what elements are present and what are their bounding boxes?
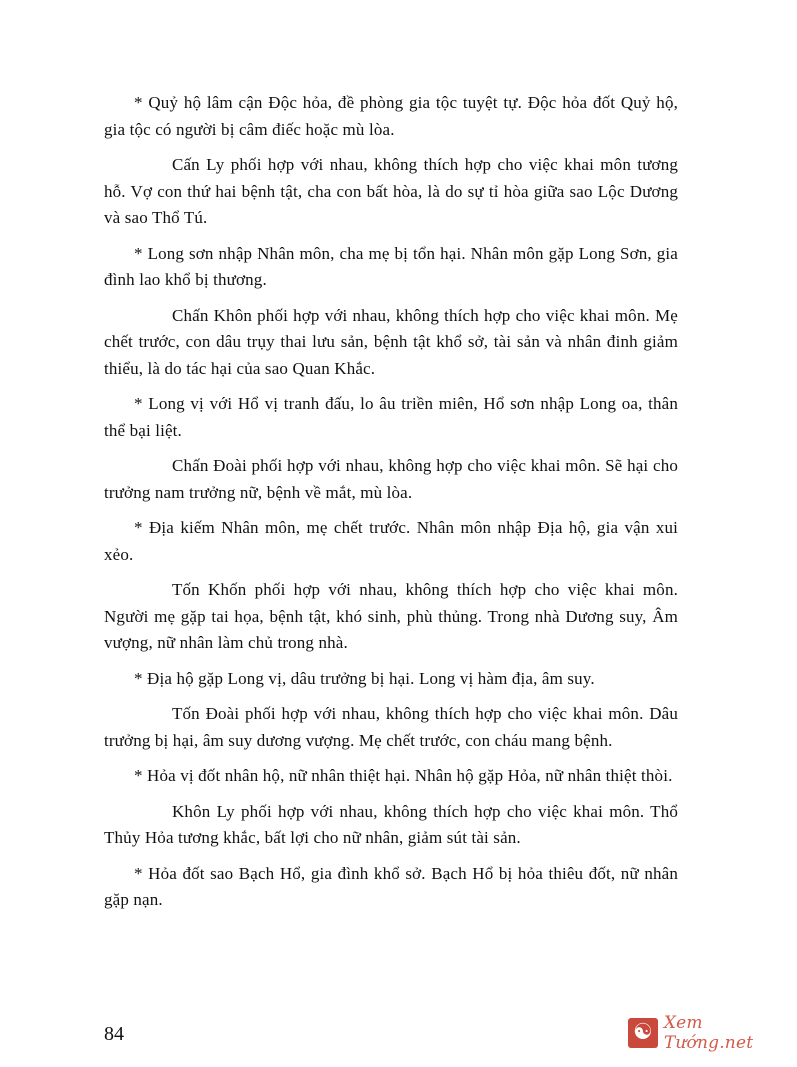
paragraph: * Long sơn nhập Nhân môn, cha mẹ bị tổn hại. Nhân môn gặp Long Sơn, gia đình lao khổ bị thương. [104,243,678,289]
paragraph: Chấn Khôn phối hợp với nhau, không thích hợp cho việc khai môn. Mẹ chết trước, con dâu trụy thai lưu sản, bệnh tật khổ sở, tài sản và nhân đinh giảm thiểu, là do tác hại của sao Quan Khắc. [104,305,678,378]
paragraph: Cấn Ly phối hợp với nhau, không thích hợp cho việc khai môn tương hỗ. Vợ con thứ hai bệnh tật, cha con bất hòa, là do sự tỉ hòa giữa sao Lộc Dương và sao Thổ Tú. [104,155,678,227]
page-body [104,90,678,914]
yin-yang-icon: ☯ [628,1018,658,1048]
paragraph: Tốn Khốn phối hợp với nhau, không thích hợp cho việc khai môn. Người mẹ gặp tai họa, bệnh tật, khó sinh, phù thủng. Trong nhà Dương suy, Âm vượng, nữ nhân làm chủ trong nhà. [104,580,678,652]
paragraph: Khôn Ly phối hợp với nhau, không thích hợp cho việc khai môn. Thổ Thủy Hỏa tương khắc, bất lợi cho nữ nhân, giảm sút tài sản. [104,801,678,847]
paragraph: * Long vị với Hổ vị tranh đấu, lo âu triền miên, Hổ sơn nhập Long oa, thân thể bại liệt. [104,394,678,440]
paragraph: * Hỏa vị đốt nhân hộ, nữ nhân thiệt hại. Nhân hộ gặp Hỏa, nữ nhân thiệt thòi. [134,766,673,785]
paragraph: Chấn Đoài phối hợp với nhau, không hợp cho việc khai môn. Sẽ hại cho trưởng nam trưởng nữ, bệnh về mắt, mù lòa. [104,456,678,502]
paragraph: Tốn Đoài phối hợp với nhau, không thích hợp cho việc khai môn. Dâu trưởng bị hại, âm suy dương vượng. Mẹ chết trước, con cháu mang bệnh. [104,704,678,750]
watermark [628,1013,797,1053]
paragraph: * Địa hộ gặp Long vị, dâu trưởng bị hại. Long vị hàm địa, âm suy. [134,668,595,688]
paragraph: * Quỷ hộ lâm cận Độc hỏa, đề phòng gia tộc tuyệt tự. Độc hỏa đốt Quỷ hộ, gia tộc có người bị câm điếc hoặc mù lòa. [104,93,678,139]
watermark-text: Xem Tướng.net [663,1013,754,1053]
paragraph: * Địa kiếm Nhân môn, mẹ chết trước. Nhân môn nhập Địa hộ, gia vận xui xẻo. [104,518,678,564]
page-number: 84 [104,1023,124,1045]
paragraph: * Hỏa đốt sao Bạch Hổ, gia đình khổ sở. Bạch Hổ bị hỏa thiêu đốt, nữ nhân gặp nạn. [104,863,678,909]
